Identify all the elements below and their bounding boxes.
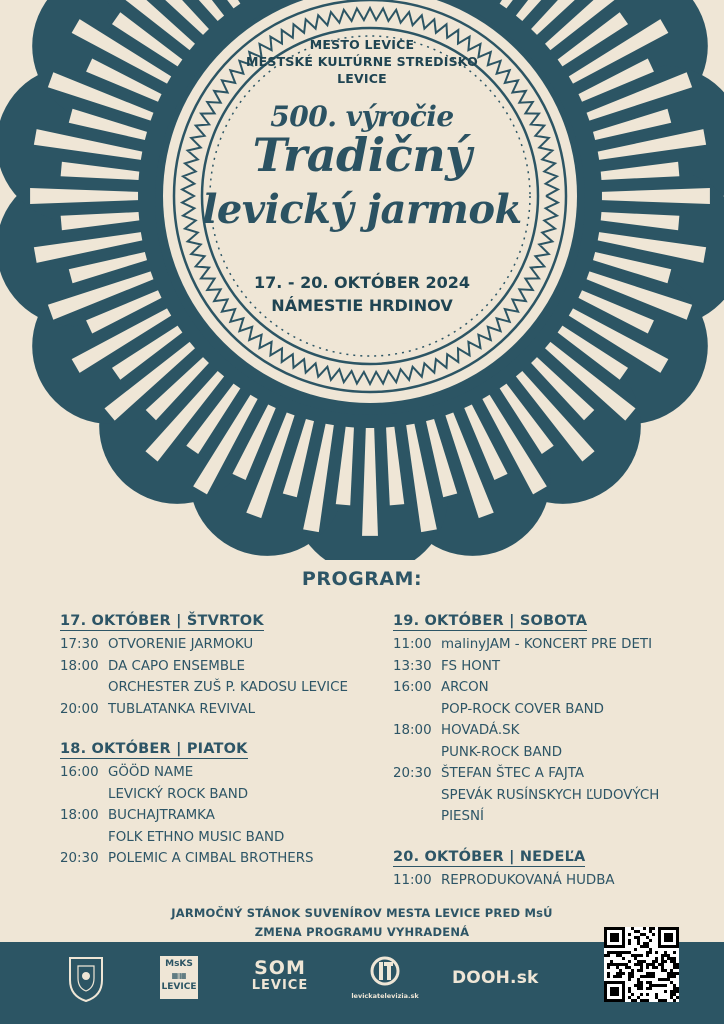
event-time: 16:00 <box>60 765 99 780</box>
event-name: PUNK-ROCK BAND <box>441 744 563 760</box>
event-time: 20:30 <box>60 851 99 866</box>
event-name: TUBLATANKA REVIVAL <box>108 701 256 717</box>
org-line-3: LEVICE <box>337 71 387 86</box>
program-row <box>60 784 390 806</box>
program-row <box>60 827 390 849</box>
event-dates: 17. - 20. OKTÓBER 2024 <box>253 273 471 292</box>
program-row <box>393 742 693 764</box>
event-name: SPEVÁK RUSÍNSKYCH ĽUDOVÝCH <box>441 787 660 803</box>
event-time: 18:00 <box>60 808 99 823</box>
event-time <box>60 784 108 806</box>
event-time <box>393 806 441 828</box>
program-day <box>393 846 693 892</box>
org-line-2: MESTSKÉ KULTÚRNE STREDISKO <box>246 54 478 69</box>
event-time: 18:00 <box>60 658 99 674</box>
program-row <box>60 699 390 721</box>
program-day <box>393 610 693 828</box>
event-name: OTVORENIE JARMOKU <box>108 637 254 652</box>
event-name: POLEMIC A CIMBAL BROTHERS <box>108 851 314 866</box>
program-row <box>60 762 390 784</box>
org-line-1: MESTO LEVICE <box>309 37 415 52</box>
event-name: POP-ROCK COVER BAND <box>441 701 604 717</box>
program-row <box>393 806 693 828</box>
event-time <box>60 677 108 699</box>
qr-code[interactable] <box>604 927 679 1002</box>
program-row <box>60 634 390 656</box>
event-name: ORCHESTER ZUŠ P. KADOSU LEVICE <box>108 680 348 695</box>
event-time <box>393 742 441 764</box>
program-title: PROGRAM: <box>301 568 423 590</box>
program-row <box>393 677 693 699</box>
event-name: PIESNÍ <box>441 809 484 824</box>
som-logo-big: SOM <box>254 957 306 979</box>
program-row <box>393 656 693 678</box>
program-change-note: ZMENA PROGRAMU VYHRADENÁ <box>254 925 470 939</box>
event-time: 17:30 <box>60 637 99 652</box>
program-row <box>393 785 693 807</box>
event-time: 11:00 <box>393 637 432 652</box>
event-time <box>60 827 108 849</box>
event-time: 20:00 <box>60 701 99 717</box>
event-name: FS HONT <box>441 658 501 674</box>
event-name: BUCHAJTRAMKA <box>108 808 215 823</box>
event-time: 18:00 <box>393 723 432 738</box>
day-heading: 18. OKTÓBER | PIATOK <box>60 741 248 757</box>
lt-emblem-icon <box>368 956 402 986</box>
event-name: ŠTEFAN ŠTEC A FAJTA <box>441 766 585 781</box>
program-day <box>60 610 390 720</box>
program-day <box>60 738 390 870</box>
program-row <box>60 805 390 827</box>
moks-logo-top: MsKS <box>165 959 193 969</box>
program-row <box>393 720 693 742</box>
event-time: 11:00 <box>393 872 432 888</box>
program-row <box>393 763 693 785</box>
anniversary-label: 500. výročie <box>270 100 454 133</box>
event-name: GÖÖD NAME <box>108 765 194 780</box>
program-row <box>393 699 693 721</box>
moks-logo-bottom: LEVICE <box>161 982 197 992</box>
title-line-2: levický jarmok <box>202 186 522 233</box>
som-logo-small: LEVICE <box>251 978 309 993</box>
program-row <box>393 870 693 892</box>
program-row <box>393 634 693 656</box>
event-venue: NÁMESTIE HRDINOV <box>271 296 453 315</box>
souvenir-note: JARMOČNÝ STÁNOK SUVENÍROV MESTA LEVICE PRED MsÚ <box>171 906 553 920</box>
event-name: malinyJAM - KONCERT PRE DETI <box>441 637 653 652</box>
event-name: DA CAPO ENSEMBLE <box>108 658 245 674</box>
event-name: ARCON <box>441 680 489 695</box>
event-time: 20:30 <box>393 766 432 781</box>
event-name: FOLK ETHNO MUSIC BAND <box>108 829 285 845</box>
program-row <box>60 848 390 870</box>
levicka-televizia-logo <box>345 956 425 1000</box>
dooh-logo: DOOH.sk <box>452 968 539 988</box>
event-name: LEVICKÝ ROCK BAND <box>108 786 249 802</box>
title-line-1: Tradičný <box>252 128 472 182</box>
event-time <box>393 785 441 807</box>
program-row <box>60 656 390 678</box>
program-right-column <box>393 610 693 909</box>
lt-caption: levickatelevizia.sk <box>351 992 419 1000</box>
som-levice-logo <box>240 958 320 993</box>
program-left-column <box>60 610 390 888</box>
day-heading: 19. OKTÓBER | SOBOTA <box>393 613 588 629</box>
moks-logo: MsKS ▦▦ LEVICE <box>160 956 198 999</box>
event-time <box>393 699 441 721</box>
event-time: 13:30 <box>393 658 432 674</box>
day-heading: 20. OKTÓBER | NEDEĽA <box>393 848 586 865</box>
program-row <box>60 677 390 699</box>
event-name: HOVADÁ.SK <box>441 723 520 738</box>
event-name: REPRODUKOVANÁ HUDBA <box>441 872 615 888</box>
event-time: 16:00 <box>393 680 432 695</box>
day-heading: 17. OKTÓBER | ŠTVRTOK <box>60 613 264 629</box>
crest-icon <box>66 954 106 1004</box>
